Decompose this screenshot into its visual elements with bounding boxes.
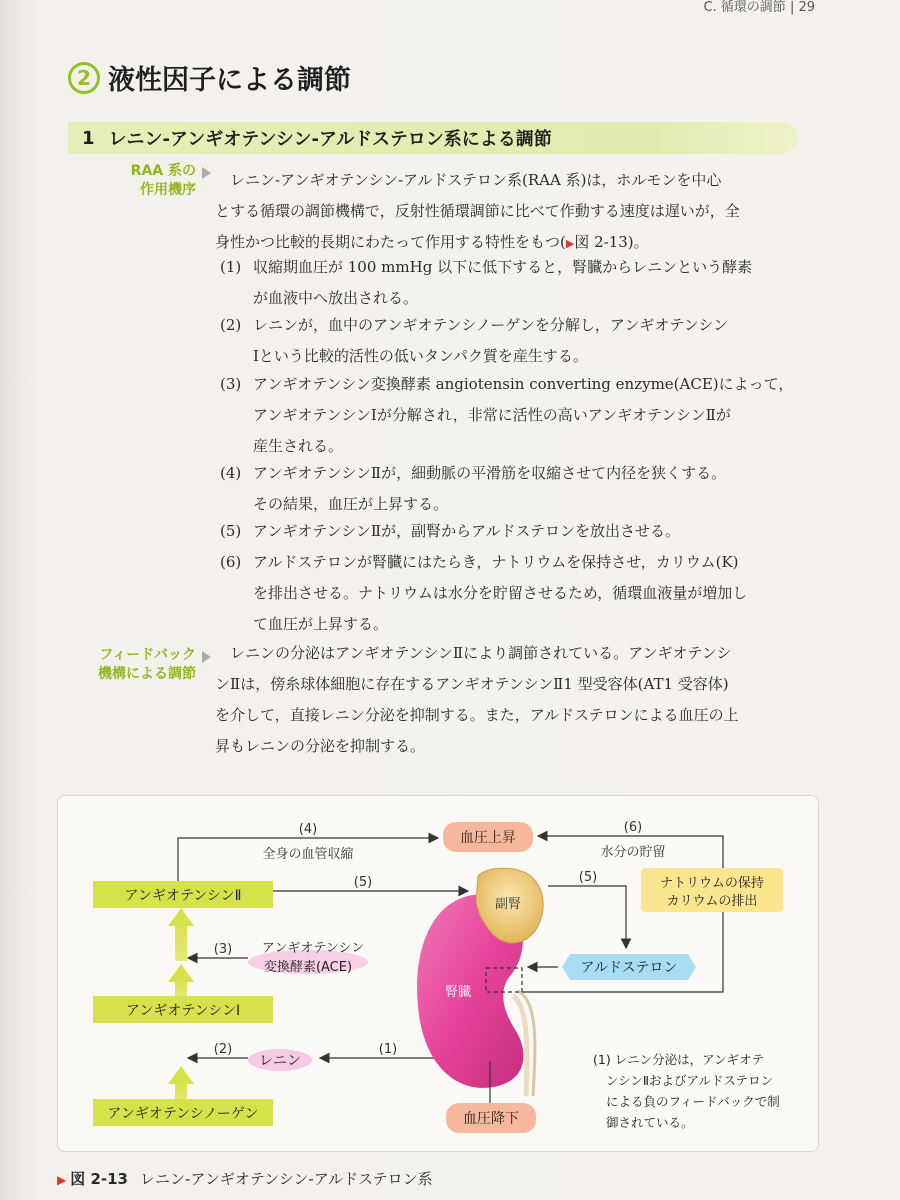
label-renin (248, 1049, 312, 1071)
section-title-text: 液性因子による調節 (108, 65, 351, 96)
figure-number: 図 2-13 (70, 1170, 128, 1188)
list-item-line: アルドステロンが腎臓にはたらき，ナトリウムを保持させ，カリウム(K) (253, 553, 739, 571)
box-angiotensinogen (93, 1099, 273, 1126)
box-na-k (641, 868, 783, 912)
list-item (220, 547, 805, 640)
svg-text:(1): (1) (378, 1042, 398, 1057)
side-heading-feedback: フィードバック 機構による調節 (98, 647, 196, 682)
subsection-number: 1 (82, 127, 95, 149)
section-number-badge: 2 (68, 62, 100, 94)
svg-text:水分の貯留: 水分の貯留 (600, 845, 666, 860)
svg-text:(1) レニン分泌は，アンギオテ: (1) レニン分泌は，アンギオテ (593, 1052, 765, 1067)
box-bp-down (446, 1103, 536, 1133)
list-item-line: Ⅰという比較的活性の低いタンパク質を産生する。 (253, 347, 588, 365)
side-arrow-icon (202, 651, 211, 663)
svg-text:ナトリウムの保持: ナトリウムの保持 (660, 876, 764, 891)
figure-ref-icon: ▶ (565, 237, 575, 250)
list-item (220, 369, 805, 462)
label-ace (248, 941, 368, 975)
side-arrow-icon (202, 167, 211, 179)
svg-text:腎臓: 腎臓 (444, 985, 472, 1000)
box-bp-up (443, 822, 533, 852)
svg-text:(2): (2) (213, 1042, 233, 1057)
list-item-line: を排出させる。ナトリウムは水分を貯留させるため，循環血液量が増加し (253, 584, 748, 602)
list-item-line: て血圧が上昇する。 (253, 615, 389, 633)
list-item-line: レニンが，血中のアンギオテンシノーゲンを分解し，アンギオテンシン (253, 316, 728, 334)
list-item-line: 収縮期血圧が 100 mmHg 以下に低下すると，腎臓からレニンという酵素 (253, 258, 753, 276)
running-head: C. 循環の調節 | 29 (703, 0, 815, 15)
list-item (220, 458, 805, 520)
list-item (220, 516, 805, 547)
svg-text:(5): (5) (578, 870, 598, 885)
list-item-number: (1) (220, 258, 242, 276)
svg-text:(3): (3) (213, 942, 233, 957)
list-item-number: (4) (220, 464, 242, 482)
svg-text:(6): (6) (623, 820, 643, 835)
svg-text:アンギオテンシン: アンギオテンシン (261, 941, 365, 956)
list-item-line: アンギオテンシン変換酵素 angiotensin converting enzyme(ACE)によって， (253, 375, 794, 393)
list-item-line: アンギオテンシンⅡが，副腎からアルドステロンを放出させる。 (253, 522, 681, 540)
box-aldosterone (562, 954, 696, 980)
caption-marker-icon: ▶ (57, 1173, 67, 1187)
list-item-line: 産生される。 (253, 437, 344, 455)
list-item (220, 310, 805, 372)
svg-text:血圧降下: 血圧降下 (463, 1111, 519, 1127)
box-angiotensin1 (93, 996, 273, 1023)
intro-paragraph: レニン-アンギオテンシン-アルドステロン系(RAA 系)は，ホルモンを中心 とする循環の調節機構で，反射性循環調節に比べて作動する速度は遅いが，全 身性かつ比較的長期にわたって作用する特性をもつ(▶図 2-13)。 (215, 171, 740, 251)
figure-2-13 (57, 795, 819, 1152)
list-item-line: その結果，血圧が上昇する。 (253, 495, 449, 513)
box-angiotensin2 (93, 881, 273, 908)
svg-text:アンギオテンシンⅠ: アンギオテンシンⅠ (125, 1003, 241, 1019)
svg-text:全身の血管収縮: 全身の血管収縮 (262, 847, 354, 862)
svg-text:変換酵素(ACE): 変換酵素(ACE) (263, 960, 353, 975)
feedback-paragraph: レニンの分泌はアンギオテンシンⅡにより調節されている。アンギオテンシ ンⅡは，傍糸球体細胞に存在するアンギオテンシンⅡ1 型受容体(AT1 受容体) を介して，直接レニン分泌を抑制する。また，アルドステロンによる血圧の上 昇もレニンの分泌を抑制する。 (215, 644, 739, 755)
svg-text:御されている。: 御されている。 (606, 1115, 694, 1130)
raa-diagram (58, 796, 818, 1151)
figure-title: レニン-アンギオテンシン-アルドステロン系 (140, 1170, 433, 1188)
list-item (220, 252, 805, 314)
figure-ref-link[interactable]: 図 2-13 (574, 233, 628, 251)
svg-text:副腎: 副腎 (494, 897, 522, 912)
svg-text:ンシンⅡおよびアルドステロン: ンシンⅡおよびアルドステロン (606, 1073, 774, 1088)
svg-text:(5): (5) (353, 875, 373, 890)
svg-text:アルドステロン: アルドステロン (580, 960, 678, 976)
svg-text:レニン: レニン (259, 1053, 301, 1069)
list-item-number: (6) (220, 553, 242, 571)
svg-text:アンギオテンシノーゲン: アンギオテンシノーゲン (107, 1106, 259, 1122)
list-item-number: (5) (220, 522, 242, 540)
svg-text:による負のフィードバックで制: による負のフィードバックで制 (606, 1094, 780, 1109)
side-heading-raa: RAA 系の 作用機序 (130, 163, 196, 198)
list-item-line: アンギオテンシンⅡが，細動脈の平滑筋を収縮させて内径を狭くする。 (253, 464, 727, 482)
svg-text:アンギオテンシンⅡ: アンギオテンシンⅡ (124, 888, 242, 904)
list-item-number: (3) (220, 375, 242, 393)
list-item-line: が血液中へ放出される。 (253, 289, 419, 307)
list-item-line: アンギオテンシンⅠが分解され，非常に活性の高いアンギオテンシンⅡが (253, 406, 731, 424)
subsection-title: レニン-アンギオテンシン-アルドステロン系による調節 (108, 129, 552, 150)
svg-text:カリウムの排出: カリウムの排出 (666, 894, 758, 909)
svg-text:血圧上昇: 血圧上昇 (460, 830, 516, 846)
section-title (68, 58, 351, 97)
svg-text:(4): (4) (298, 822, 318, 837)
subsection-header (68, 122, 798, 154)
figure-caption (57, 1168, 433, 1189)
diagram-note (593, 1052, 780, 1130)
list-item-number: (2) (220, 316, 242, 334)
